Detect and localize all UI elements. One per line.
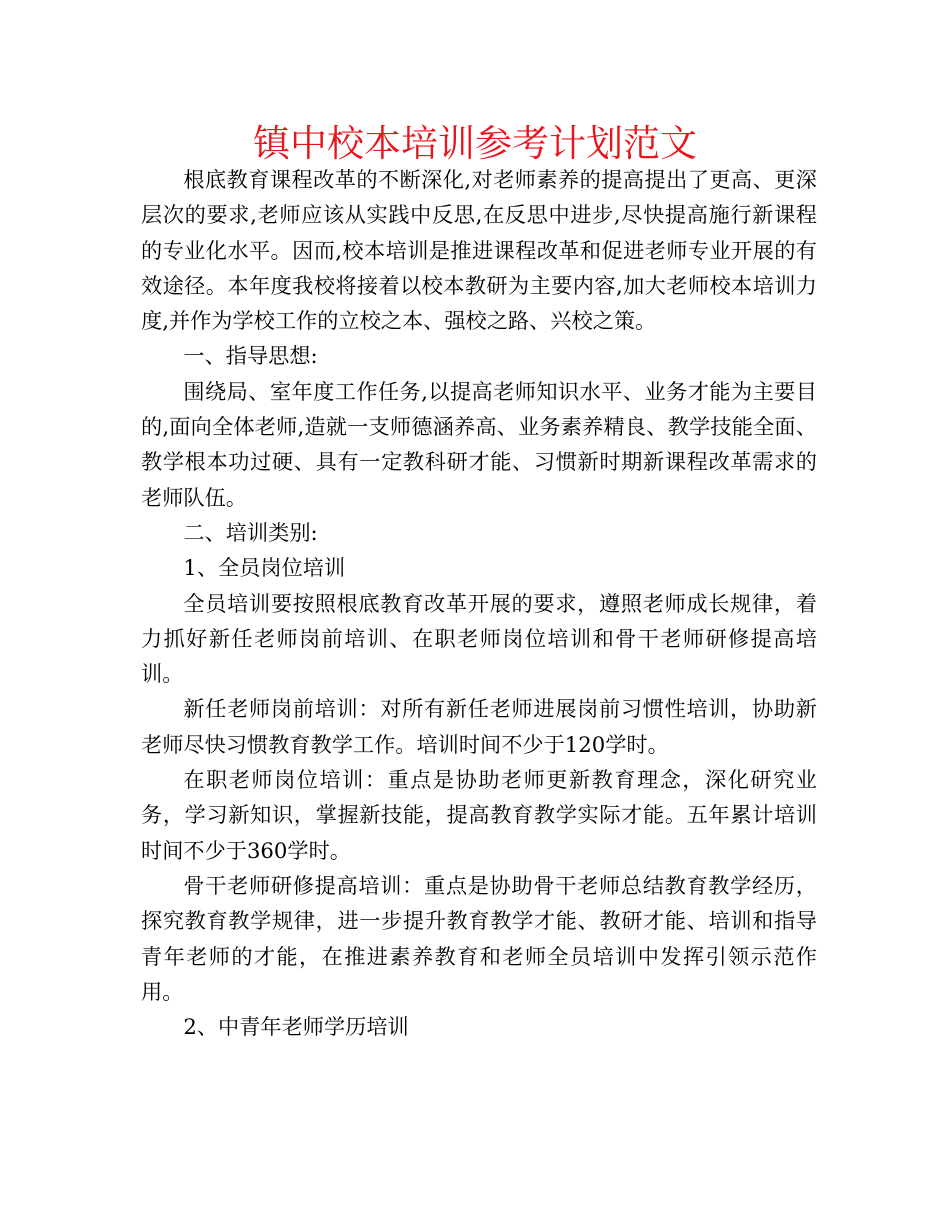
paragraph-new-teacher-training: 新任老师岗前培训：对所有新任老师进展岗前习惯性培训，协助新老师尽快习惯教育教学工作。培训时间不少于120学时。: [141, 696, 817, 757]
document-body: [141, 162, 817, 1044]
paragraph-guiding-ideology: 围绕局、室年度工作任务,以提高老师知识水平、业务才能为主要目的,面向全体老师,造就一支师德涵养高、业务素养精良、教学技能全面、教学根本功过硬、具有一定教科研才能、习惯新时期新课程改革需求的老师队伍。: [141, 378, 817, 510]
paragraph-in-service-training: 在职老师岗位培训：重点是协助老师更新教育理念，深化研究业务，学习新知识，掌握新技能，提高教育教学实际才能。五年累计培训时间不少于360学时。: [141, 767, 817, 863]
section-heading-training-categories: 二、培训类别:: [183, 519, 318, 545]
paragraph-backbone-teacher-training: 骨干老师研修提高培训：重点是协助骨干老师总结教育教学经历，探究教育教学规律，进一步提升教育教学才能、教研才能、培训和指导青年老师的才能，在推进素养教育和老师全员培训中发挥引领示范作用。: [141, 872, 817, 1004]
subheading-full-staff-training: 1、全员岗位培训: [183, 555, 346, 581]
document-title: 镇中校本培训参考计划范文: [253, 122, 697, 165]
paragraph-intro: 根底教育课程改革的不断深化,对老师素养的提高提出了更高、更深层次的要求,老师应该从实践中反思,在反思中进步,尽快提高施行新课程的专业化水平。因而,校本培训是推进课程改革和促进老师专业开展的有效途径。本年度我校将接着以校本教研为主要内容,加大老师校本培训力度,并作为学校工作的立校之本、强校之路、兴校之策。: [141, 167, 817, 334]
subheading-degree-training: 2、中青年老师学历培训: [183, 1014, 409, 1040]
paragraph-full-staff-training: 全员培训要按照根底教育改革开展的要求，遵照老师成长规律，着力抓好新任老师岗前培训、在职老师岗位培训和骨干老师研修提高培训。: [141, 590, 817, 687]
section-heading-guiding-ideology: 一、指导思想:: [183, 343, 318, 369]
